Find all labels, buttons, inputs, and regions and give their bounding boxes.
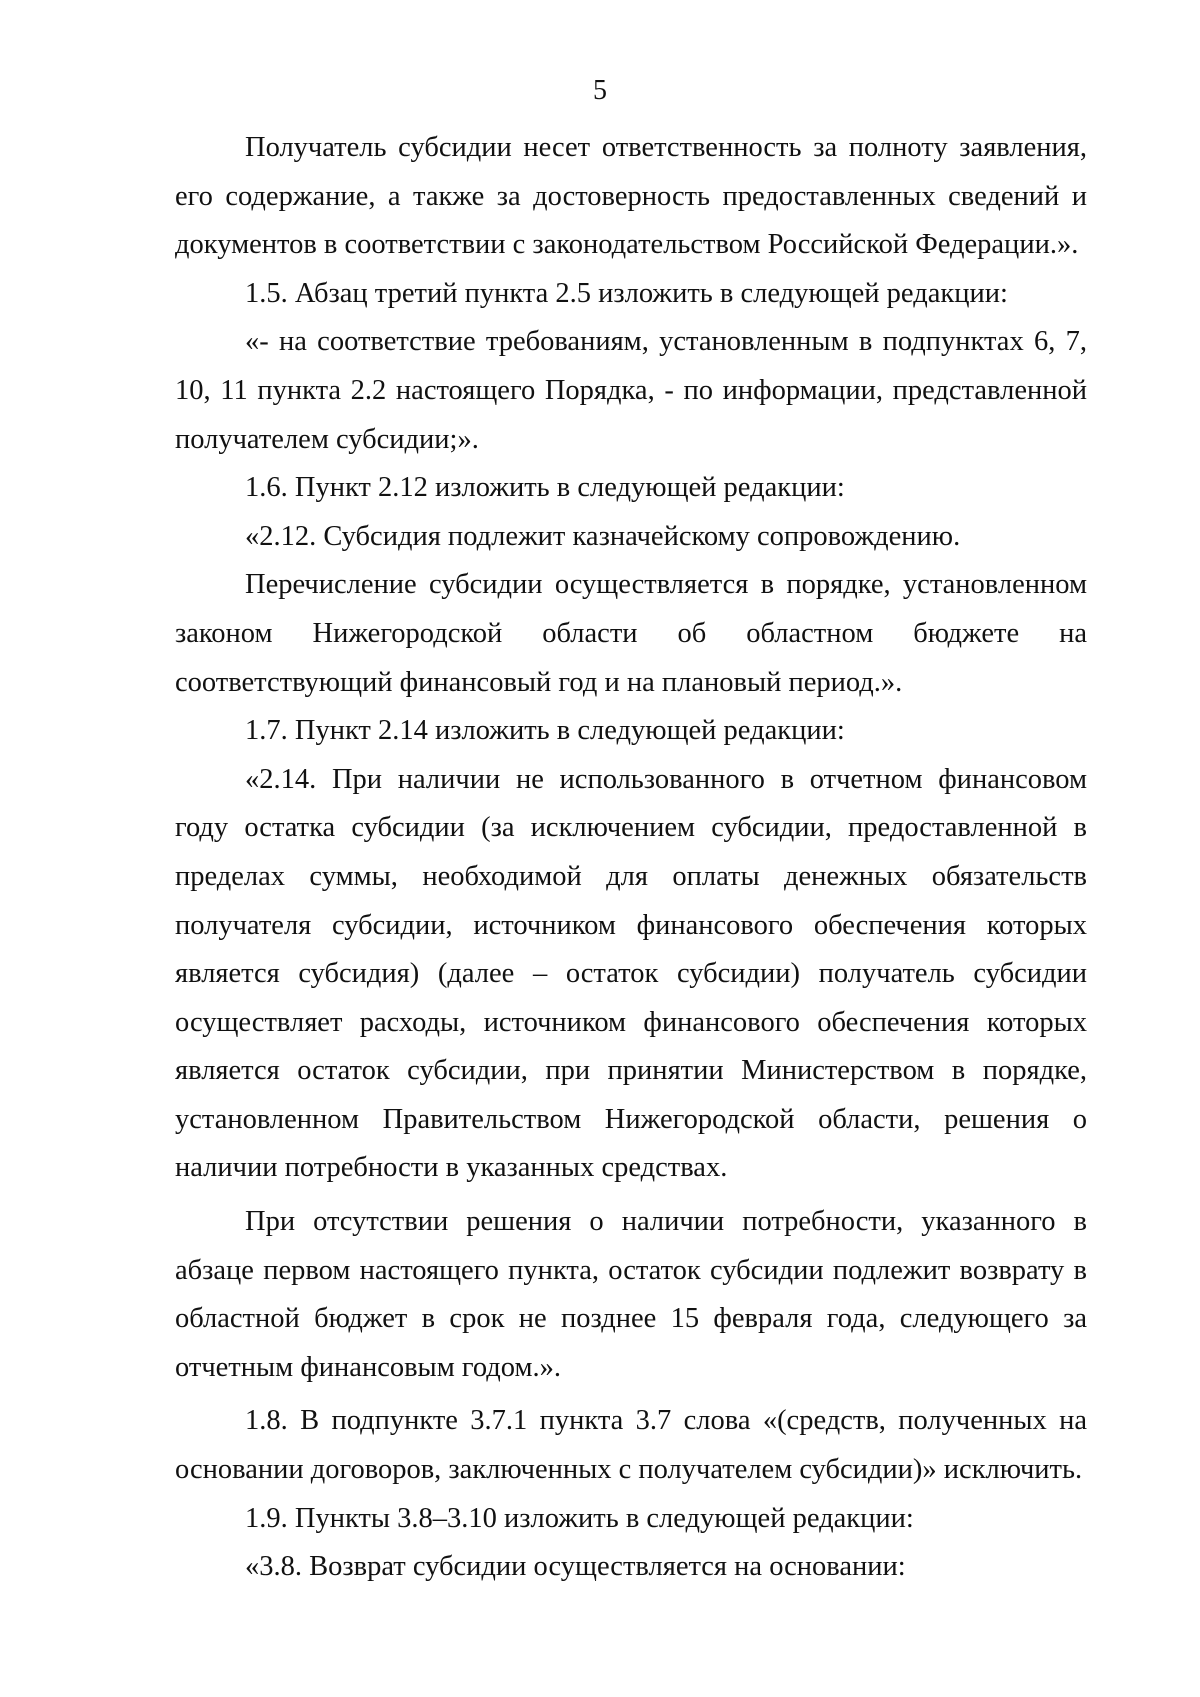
paragraph-transfer: Перечисление субсидии осуществляется в порядке, установленном законом Нижегородской области об областном бюджете на соответствующий финансовый год и на плановый период.». [175, 569, 1087, 698]
paragraph-2-12: «2.12. Субсидия подлежит казначейскому сопровождению. [245, 520, 961, 552]
paragraph-3-8: «3.8. Возврат субсидии осуществляется на основании: [245, 1551, 906, 1583]
paragraph-2-14: «2.14. При наличии не использованного в отчетном финансовом году остатка субсидии (за исключением субсидии, предоставленной в пределах суммы, необходимой для оплаты денежных обязательств получателя субсидии, источником финансового обеспечения которых является субсидия) (далее – остаток субсидии) получатель субсидии осуществляет расходы, источником финансового обеспечения которых является остаток субсидии, при принятии Министерством в порядке, установленном Правительством Нижегородской области, решения о наличии потребности в указанных средствах. [175, 763, 1087, 1184]
paragraph-1-5-text: «- на соответствие требованиям, установленным в подпунктах 6, 7, 10, 11 пункта 2.2 настоящего Порядка, - по информации, представленной получателем субсидии;». [175, 326, 1087, 455]
paragraph-absence-decision: При отсутствии решения о наличии потребности, указанного в абзаце первом настоящего пункта, остаток субсидии подлежит возврату в областной бюджет в срок не позднее 15 февраля года, следующего за отчетным финансовым годом.». [175, 1206, 1087, 1383]
paragraph-1-9: 1.9. Пункты 3.8–3.10 изложить в следующей редакции: [245, 1502, 914, 1534]
paragraph-1-6: 1.6. Пункт 2.12 изложить в следующей редакции: [245, 472, 845, 504]
paragraph-1-5: 1.5. Абзац третий пункта 2.5 изложить в следующей редакции: [245, 277, 1008, 309]
document-body [175, 124, 1087, 1592]
paragraph-responsibility: Получатель субсидии несет ответственность за полноту заявления, его содержание, а также за достоверность предоставленных сведений и документов в соответствии с законодательством Российской Федерации.». [175, 132, 1087, 261]
page-number: 5 [593, 75, 607, 106]
paragraph-1-8: 1.8. В подпункте 3.7.1 пункта 3.7 слова «(средств, полученных на основании договоров, заключенных с получателем субсидии)» исключить. [175, 1405, 1087, 1486]
paragraph-1-7: 1.7. Пункт 2.14 изложить в следующей редакции: [245, 715, 845, 747]
